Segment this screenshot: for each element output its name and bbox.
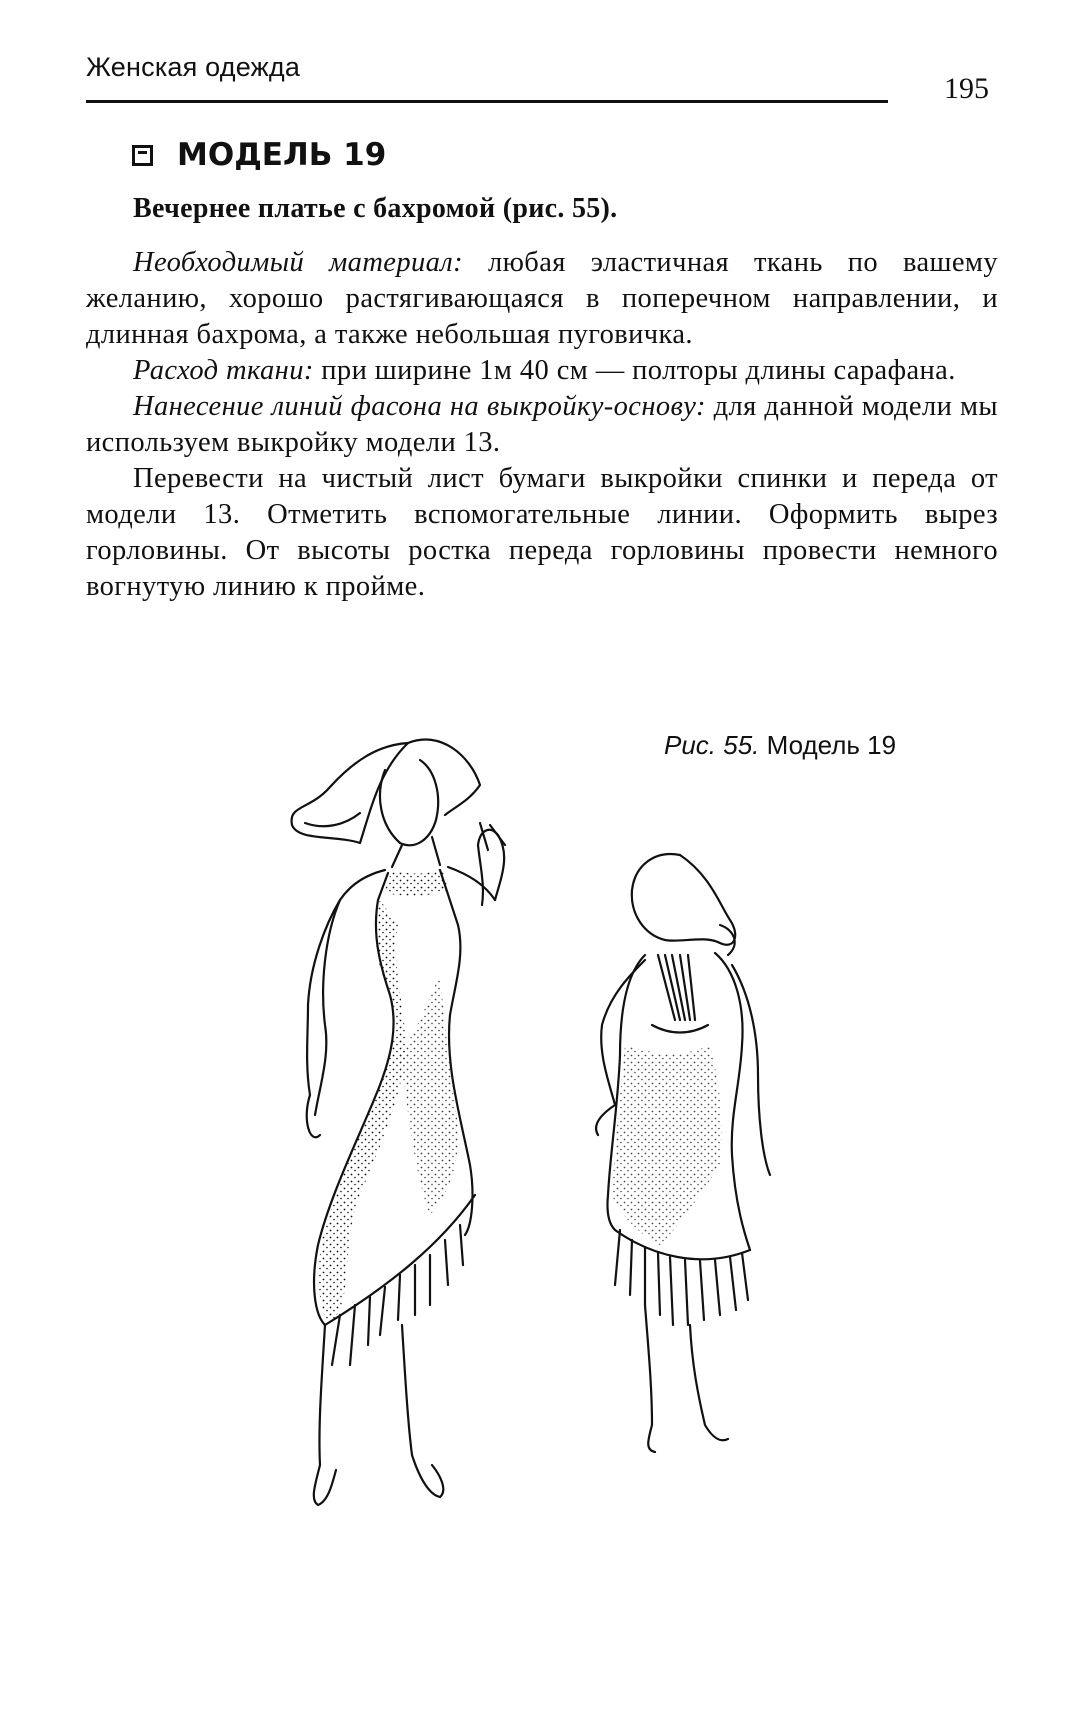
section-title-text: МОДЕЛЬ 19 [177, 137, 387, 173]
figure-caption [664, 730, 896, 761]
dress-illustration [280, 725, 860, 1685]
paragraph-material [86, 245, 998, 353]
paragraph-body: для данной модели мы используем выкройку модели 13. [86, 391, 998, 458]
paragraph-body: любая эластичная ткань по вашему желанию, хорошо растягивающаяся в поперечном направлении, и длинная бахрома, а также небольшая пуговичка. [86, 247, 999, 350]
section-title [132, 137, 386, 173]
paragraph-label: Необходимый материал: [133, 247, 464, 278]
header-rule [86, 100, 888, 103]
paragraph-pattern-lines [86, 389, 998, 461]
page-number: 195 [944, 72, 989, 105]
running-title: Женская одежда [86, 52, 301, 82]
front-view-figure [292, 739, 505, 1505]
paragraph-label: Нанесение линий фасона на выкройку-основу: [133, 391, 706, 422]
figure-caption-text: Модель 19 [759, 730, 897, 760]
paragraph-body: Перевести на чистый лист бумаги выкройки спинки и переда от модели 13. Отметить вспомогательные линии. Оформить вырез горловины. От высоты ростка переда горловины провести немного вогнутую линию к пройме. [86, 463, 998, 602]
body-text [86, 245, 998, 605]
model-subtitle: Вечернее платье с бахромой (рис. 55). [133, 193, 618, 224]
back-view-figure [596, 854, 770, 1452]
paragraph-body: при ширине 1м 40 см — полторы длины сарафана. [313, 355, 956, 386]
paragraph-label: Расход ткани: [133, 355, 314, 386]
figure-caption-label: Рис. 55. [664, 730, 760, 760]
paragraph-fabric-usage [86, 353, 998, 389]
square-bullet-icon [132, 145, 153, 166]
paragraph-instructions [86, 461, 998, 605]
